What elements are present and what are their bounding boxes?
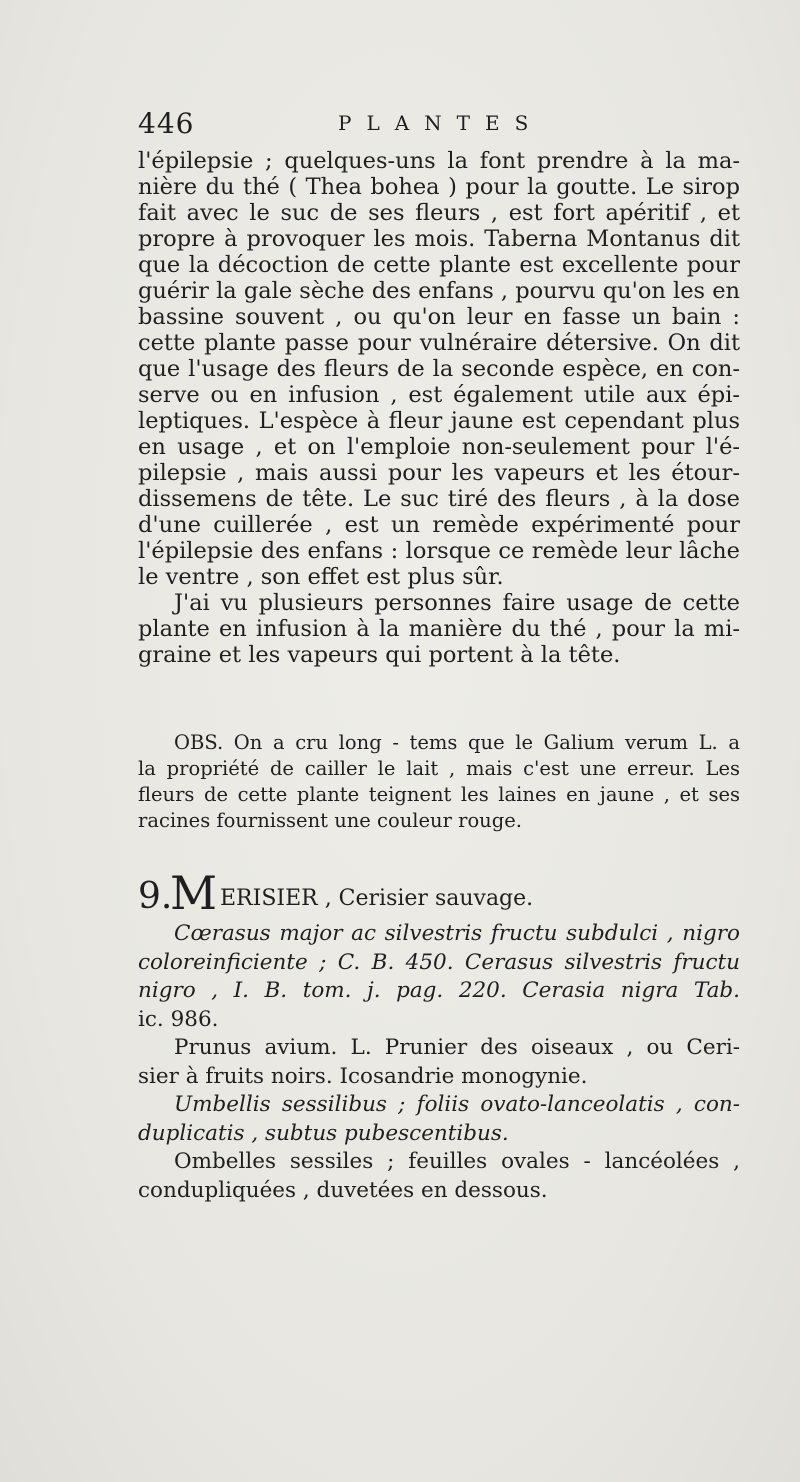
text-line: leptiques. L'espèce à fleur jaune est cependant plus — [138, 408, 740, 434]
text-line: guérir la gale sèche des enfans , pourvu qu'on les en — [138, 278, 741, 304]
text-line: plante en infusion à la manière du thé , pour la mi- — [138, 616, 740, 642]
obs-line: racines fournissent une couleur rouge. — [138, 809, 522, 832]
text-line: serve ou en infusion , est également utile aux épi- — [138, 382, 740, 408]
entry-line: ic. 986. — [138, 1006, 219, 1032]
entry-line: nigro , I. B. tom. j. pag. 220. Cerasia nigra Tab. — [138, 978, 740, 1003]
entry-line: coloreinficiente ; C. B. 450. Cerasus silvestris fructu — [138, 949, 740, 975]
text-line: fait avec le suc de ses fleurs , est fort apéritif , et — [138, 200, 740, 226]
entry-line: sier à fruits noirs. Icosandrie monogynie. — [138, 1063, 588, 1089]
running-title: PLANTES — [338, 111, 544, 135]
entry-initial: M — [170, 866, 218, 920]
entry-line: Prunus avium. L. Prunier des oiseaux , ou Ceri- — [174, 1035, 740, 1060]
obs-line: fleurs de cette plante teignent les laines en jaune , et ses — [138, 783, 740, 806]
text-line: graine et les vapeurs qui portent à la tête. — [138, 642, 621, 668]
text-line: bassine souvent , ou qu'on leur en fasse un bain : — [138, 304, 740, 330]
main-text — [138, 148, 740, 668]
text-line: l'épilepsie ; quelques-uns la font prendre à la ma- — [138, 148, 740, 174]
text-line: que l'usage des fleurs de la seconde espèce, en con- — [138, 356, 740, 382]
text-line: nière du thé ( Thea bohea ) pour la goutte. Le sirop — [138, 174, 740, 200]
obs-line: la propriété de cailler le lait , mais c'est une erreur. Les — [138, 757, 740, 780]
text-line: dissemens de tête. Le suc tiré des fleurs , à la dose — [138, 486, 740, 512]
text-line: J'ai vu plusieurs personnes faire usage de cette — [174, 590, 740, 616]
entry-line: duplicatis , subtus pubescentibus. — [138, 1120, 509, 1146]
page-number: 446 — [138, 107, 195, 140]
observation-note — [138, 730, 740, 834]
text-line: que la décoction de cette plante est excellente pour — [138, 252, 740, 278]
text-line: cette plante passe pour vulnéraire détersive. On dit — [138, 330, 740, 356]
text-line: en usage , et on l'emploie non-seulement pour l'é- — [138, 434, 740, 460]
entry-line: Cœrasus major ac silvestris fructu subdulci , nigro — [174, 921, 740, 946]
plant-entry — [138, 868, 740, 1205]
obs-line: OBS. On a cru long - tems que le Galium verum L. a — [174, 731, 740, 754]
entry-number: 9. — [138, 876, 173, 917]
text-line: le ventre , son effet est plus sûr. — [138, 564, 504, 590]
text-line: pilepsie , mais aussi pour les vapeurs et les étour- — [138, 460, 740, 486]
entry-line: condupliquées , duvetées en dessous. — [138, 1177, 548, 1203]
text-line: l'épilepsie des enfans : lorsque ce remède leur lâche — [138, 538, 740, 564]
page-header — [138, 107, 738, 147]
text-line: d'une cuillerée , est un remède expérimenté pour — [138, 512, 740, 538]
text-line: propre à provoquer les mois. Taberna Montanus dit — [138, 226, 740, 252]
entry-line: Ombelles sessiles ; feuilles ovales - lancéolées , — [174, 1149, 740, 1174]
entry-line: Umbellis sessilibus ; foliis ovato-lanceolatis , con- — [174, 1092, 740, 1117]
entry-title-text: ERISIER , Cerisier sauvage. — [220, 886, 534, 911]
entry-heading — [138, 868, 740, 920]
